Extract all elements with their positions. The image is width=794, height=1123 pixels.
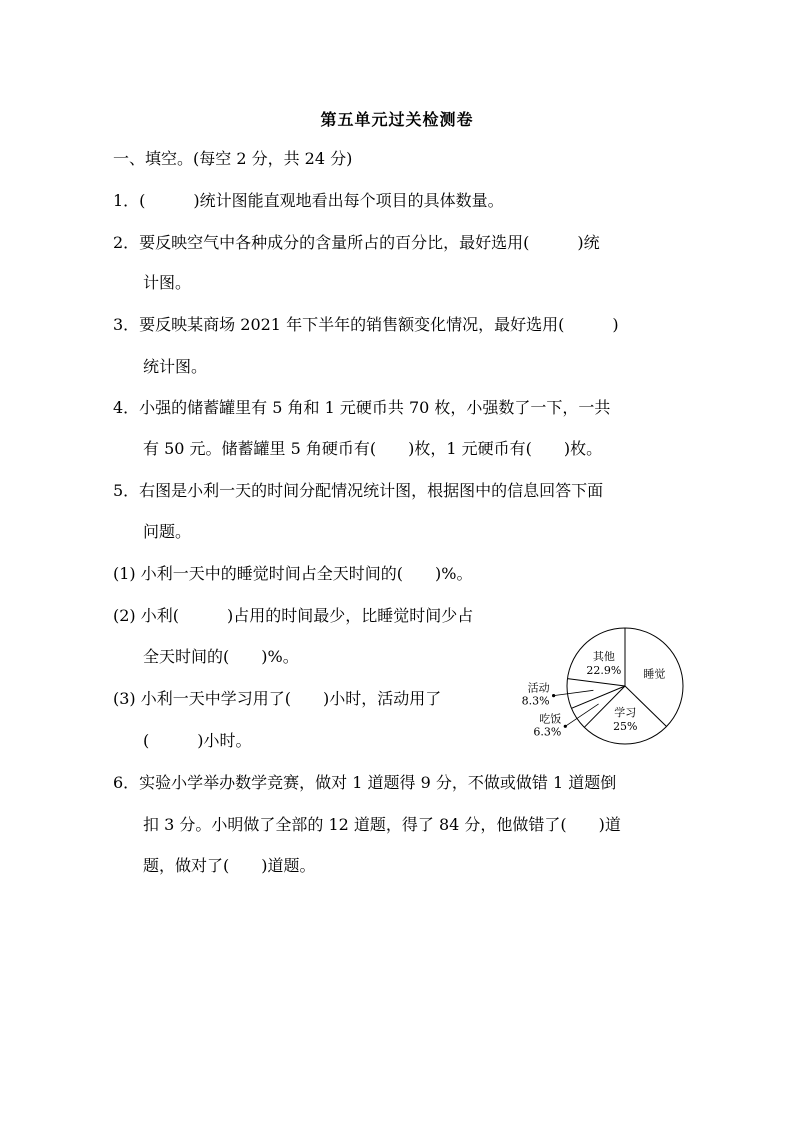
question-2-line-2: 计图。 (143, 273, 192, 292)
pie-label-1: 学习 (614, 705, 637, 719)
question-1: 1．( )统计图能直观地看出每个项目的具体数量。 (113, 191, 504, 210)
section-heading: 一、填空。(每空 2 分，共 24 分) (113, 149, 353, 168)
pie-leader-3 (554, 690, 594, 695)
question-5-sub-2-line-2: 全天时间的( )%。 (143, 647, 299, 666)
question-3-line-1: 3．要反映某商场 2021 年下半年的销售额变化情况，最好选用( ) (113, 315, 619, 334)
pie-label-2: 吃饭 (539, 712, 562, 726)
pie-value-4: 22.9% (586, 664, 622, 678)
question-4-line-1: 4．小强的储蓄罐里有 5 角和 1 元硬币共 70 枚，小强数了一下，一共 (113, 398, 611, 417)
question-2-line-1: 2．要反映空气中各种成分的含量所占的百分比，最好选用( )统 (113, 233, 600, 252)
question-5-sub-3-line-1: (3) 小利一天中学习用了( )小时，活动用了 (113, 689, 442, 708)
pie-leader-arrow-3 (552, 694, 555, 697)
page-title: 第五单元过关检测卷 (320, 110, 474, 129)
pie-slice-boundary-4 (568, 679, 626, 686)
question-5-sub-3-line-2: ( )小时。 (143, 731, 252, 750)
pie-label-0: 睡觉 (643, 667, 666, 681)
pie-value-3: 8.3% (521, 694, 550, 708)
pie-value-1: 25% (613, 719, 638, 733)
question-6-line-2: 扣 3 分。小明做了全部的 12 道题，得了 84 分，他做错了( )道 (143, 815, 621, 834)
time-allocation-pie-chart (521, 624, 690, 749)
question-5-line-1: 5．右图是小利一天的时间分配情况统计图，根据图中的信息回答下面 (113, 481, 604, 500)
question-5-line-2: 问题。 (143, 522, 192, 541)
question-3-line-2: 统计图。 (143, 357, 208, 376)
question-5-sub-2-line-1: (2) 小利( )占用的时间最少，比睡觉时间少占 (113, 606, 474, 625)
question-6-line-1: 6．实验小学举办数学竞赛，做对 1 道题得 9 分，不做或做错 1 道题倒 (113, 773, 617, 792)
pie-leader-arrow-2 (564, 725, 567, 728)
pie-label-4: 其他 (592, 650, 615, 664)
question-6-line-3: 题，做对了( )道题。 (143, 856, 316, 875)
question-4-line-2: 有 50 元。储蓄罐里 5 角硬币有( )枚，1 元硬币有( )枚。 (143, 439, 603, 458)
question-5-sub-1: (1) 小利一天中的睡觉时间占全天时间的( )%。 (113, 564, 473, 583)
pie-label-3: 活动 (527, 681, 550, 695)
pie-value-2: 6.3% (533, 725, 562, 739)
pie-leader-2 (565, 704, 598, 726)
